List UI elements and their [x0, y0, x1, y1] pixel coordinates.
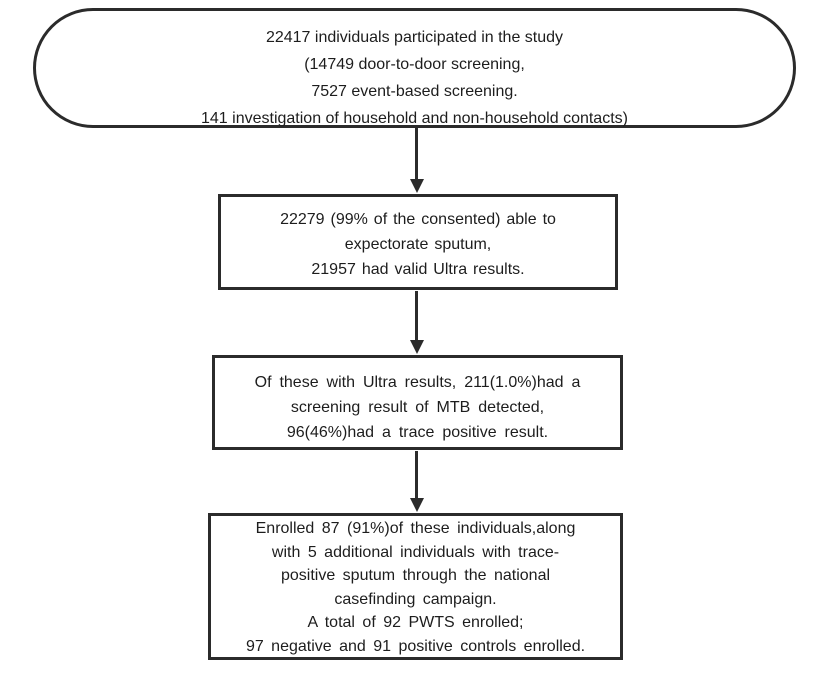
down-arrow-connector-1 [410, 128, 424, 193]
process-node-enrollment [208, 513, 623, 660]
arrow-head [410, 179, 424, 193]
text-line: casefinding campaign. [334, 590, 497, 608]
text-line: positive sputum through the national [280, 567, 551, 584]
arrow-head [410, 498, 424, 512]
text-line: expectorate sputum, [344, 236, 492, 253]
text-line: 7527 event-based screening. [311, 83, 518, 100]
text-line: A total of 92 PWTS enrolled; [307, 614, 524, 631]
text-line: Of these with Ultra results, 211(1.0%)had a [254, 374, 581, 391]
text-line: (14749 door-to-door screening, [304, 56, 525, 73]
text-line: 22279 (99% of the consented) able to [280, 211, 556, 228]
arrow-shaft [415, 291, 418, 344]
text-line: 97 negative and 91 positive controls enrolled. [245, 637, 586, 655]
down-arrow-connector-2 [410, 291, 424, 354]
process-node-ultra-screening-results [212, 355, 623, 450]
text-line: 21957 had valid Ultra results. [311, 261, 525, 278]
text-line: with 5 additional individuals with trace- [271, 543, 560, 561]
text-line: Enrolled 87 (91%)of these individuals,along [255, 520, 576, 537]
text-line: 96(46%)had a trace positive result. [286, 424, 549, 441]
text-line: 22417 individuals participated in the study [265, 29, 564, 46]
arrow-shaft [415, 451, 418, 502]
process-node-sputum-expectoration [218, 194, 618, 290]
arrow-head [410, 340, 424, 354]
text-line: screening result of MTB detected, [290, 399, 545, 416]
start-node-study-participants [33, 8, 796, 128]
down-arrow-connector-3 [410, 451, 424, 512]
text-line: 141 investigation of household and non-household contacts) [201, 110, 628, 127]
arrow-shaft [415, 128, 418, 183]
